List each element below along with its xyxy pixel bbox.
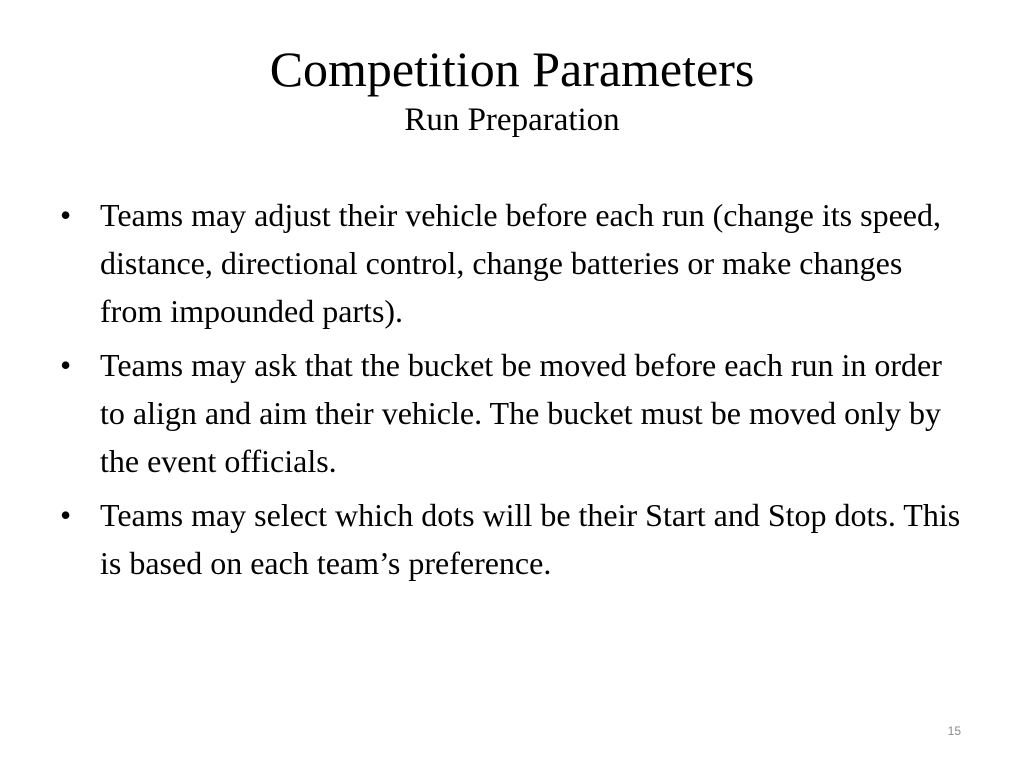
bullet-item <box>60 191 970 335</box>
page-number: 15 <box>947 724 961 738</box>
title-block <box>0 38 1024 140</box>
bullet-list <box>60 191 970 593</box>
bullet-text: Teams may ask that the bucket be moved before each run in order to align and aim their vehicle. The bucket must be moved only by the event officials. <box>100 347 942 479</box>
bullet-item <box>60 491 970 587</box>
bullet-icon: • <box>60 197 72 233</box>
bullet-text: Teams may select which dots will be their Start and Stop dots. This is based on each team’s preference. <box>100 497 961 581</box>
bullet-text: Teams may adjust their vehicle before each run (change its speed, distance, directional control, change batteries or make changes from impounded parts). <box>100 197 941 329</box>
slide-subtitle: Run Preparation <box>404 102 620 138</box>
bullet-icon: • <box>60 347 72 383</box>
slide-title: Competition Parameters <box>269 41 755 97</box>
bullet-item <box>60 341 970 485</box>
bullet-icon: • <box>60 497 72 533</box>
